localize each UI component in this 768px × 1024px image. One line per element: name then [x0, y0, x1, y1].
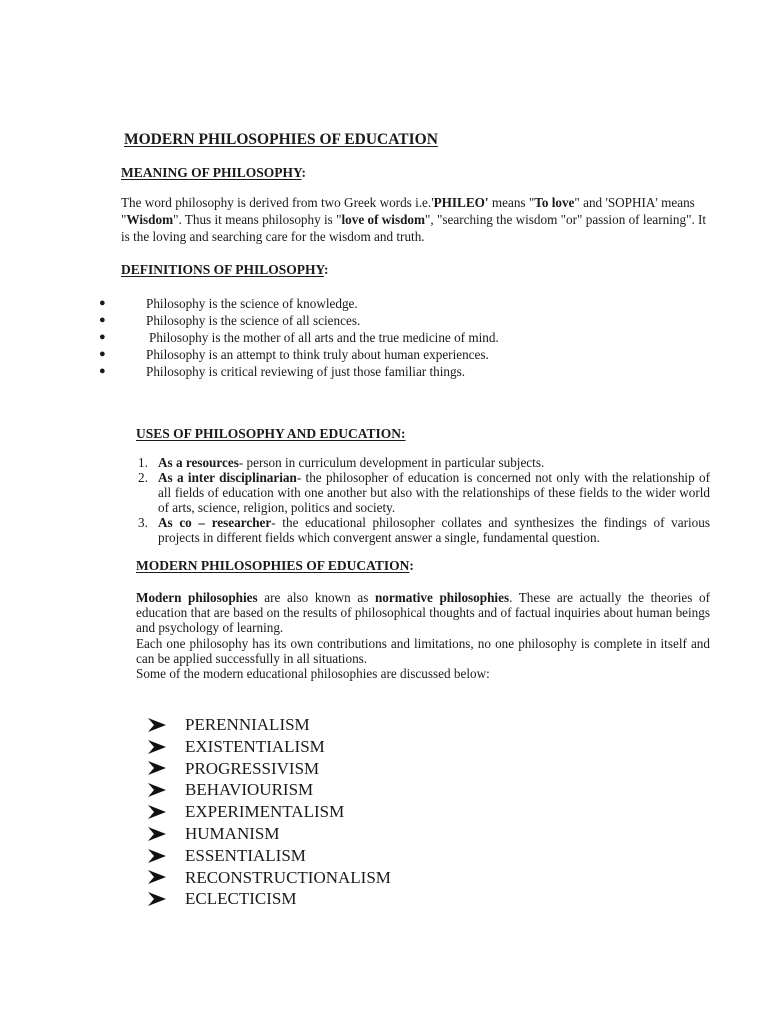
- arrowhead-bullet-icon: [148, 827, 185, 841]
- arrowhead-bullet-icon: [148, 740, 185, 754]
- use-text: - the educational philosopher collates and synthesizes the findings of various projects in different fields which convergent answer a single, fundamental question.: [158, 515, 710, 545]
- definition-text: Philosophy is critical reviewing of just those familiar things.: [146, 364, 466, 379]
- modern-paragraph-3: Some of the modern educational philosophies are discussed below:: [136, 666, 490, 682]
- list-item: [148, 801, 391, 823]
- philosophy-name: RECONSTRUCTIONALISM: [185, 867, 391, 887]
- meaning-text-3: " and 'SOPHIA' means ": [121, 195, 695, 227]
- use-title: As a resources: [158, 455, 239, 470]
- arrowhead-bullet-icon: [148, 805, 185, 819]
- list-item: [96, 346, 616, 363]
- philosophy-name: EXISTENTIALISM: [185, 736, 325, 756]
- bullet-dot-icon: ●: [99, 314, 106, 326]
- meaning-heading-colon: :: [301, 165, 307, 180]
- modern-philosophies-heading: [136, 558, 414, 574]
- item-number: 1.: [138, 455, 148, 470]
- item-number: 2.: [138, 470, 148, 485]
- list-item: [96, 329, 616, 346]
- uses-list: [136, 455, 710, 545]
- uses-heading: USES OF PHILOSOPHY AND EDUCATION:: [136, 426, 406, 441]
- modern-paragraph-1: [136, 590, 710, 636]
- use-text: - person in curriculum development in particular subjects.: [238, 455, 545, 470]
- meaning-bold-phileo: PHILEO': [433, 195, 489, 210]
- document-title: MODERN PHILOSOPHIES OF EDUCATION: [124, 131, 438, 148]
- bullet-dot-icon: ●: [99, 348, 106, 360]
- definition-text: Philosophy is the science of knowledge.: [146, 296, 358, 311]
- arrowhead-bullet-icon: [148, 849, 185, 863]
- philosophy-name: EXPERIMENTALISM: [185, 802, 345, 822]
- list-item: [148, 823, 391, 845]
- list-item: [136, 515, 710, 545]
- arrowhead-bullet-icon: [148, 892, 185, 906]
- philosophies-list: [148, 714, 391, 910]
- list-item: [136, 470, 710, 515]
- philosophy-name: ESSENTIALISM: [185, 845, 306, 865]
- meaning-text-1: The word philosophy is derived from two Greek words i.e.': [121, 195, 434, 210]
- definitions-heading: [121, 262, 329, 278]
- list-item: [136, 455, 710, 470]
- arrowhead-bullet-icon: [148, 718, 185, 732]
- modern-heading-text: MODERN PHILOSOPHIES OF EDUCATION: [136, 558, 410, 573]
- list-item: [148, 888, 391, 910]
- meaning-bold-love-of-wisdom: love of wisdom: [341, 212, 426, 227]
- meaning-text-2: means ": [488, 195, 535, 210]
- bullet-dot-icon: ●: [99, 331, 106, 343]
- list-item: [148, 758, 391, 780]
- philosophy-name: BEHAVIOURISM: [185, 780, 314, 800]
- use-text: - the philosopher of education is concerned not only with the relationship of all fields of education with one another but also with the relationships of these fields to the wider world of arts, science, religion, politics and society.: [158, 470, 710, 515]
- modern-bold-1: Modern philosophies: [136, 590, 258, 605]
- modern-philosophies-text: [136, 590, 710, 681]
- bullet-dot-icon: ●: [99, 365, 106, 377]
- meaning-heading-text: MEANING OF PHILOSOPHY: [121, 165, 302, 180]
- arrowhead-bullet-icon: [148, 761, 185, 775]
- list-item: [148, 714, 391, 736]
- arrowhead-bullet-icon: [148, 783, 185, 797]
- definition-text: Philosophy is the science of all sciences.: [146, 313, 361, 328]
- meaning-text-5: ", "searching the wisdom "or" passion of learning". It is the loving and searching care for the wisdom and truth.: [121, 212, 707, 244]
- definition-text: Philosophy is the mother of all arts and the true medicine of mind.: [149, 330, 499, 345]
- use-title: As a inter disciplinarian: [158, 470, 297, 485]
- list-item: [148, 736, 391, 758]
- list-item: [96, 295, 616, 312]
- definitions-list: [96, 295, 616, 380]
- meaning-bold-to-love: To love: [534, 195, 575, 210]
- item-number: 3.: [138, 515, 148, 530]
- definition-text: Philosophy is an attempt to think truly about human experiences.: [146, 347, 489, 362]
- definitions-heading-colon: :: [324, 262, 329, 277]
- list-item: [96, 363, 616, 380]
- list-item: [96, 312, 616, 329]
- philosophy-name: HUMANISM: [185, 823, 280, 843]
- bullet-dot-icon: ●: [99, 297, 106, 309]
- meaning-paragraph: [121, 194, 711, 245]
- philosophy-name: PERENNIALISM: [185, 715, 310, 734]
- philosophy-name: ECLECTICISM: [185, 889, 297, 909]
- meaning-bold-wisdom: Wisdom: [126, 212, 174, 227]
- modern-text-1: are also known as: [257, 590, 375, 605]
- use-title: As co – researcher: [158, 515, 272, 530]
- meaning-heading: [121, 165, 306, 181]
- arrowhead-bullet-icon: [148, 870, 185, 884]
- philosophy-name: PROGRESSIVISM: [185, 758, 320, 778]
- meaning-text-4: ". Thus it means philosophy is ": [173, 212, 342, 227]
- modern-paragraph-2: Each one philosophy has its own contributions and limitations, no one philosophy is complete in itself and can be applied successfully in all situations.: [136, 635, 710, 666]
- list-item: [148, 779, 391, 801]
- list-item: [148, 867, 391, 889]
- modern-bold-2: normative philosophies: [374, 590, 510, 605]
- definitions-heading-text: DEFINITIONS OF PHILOSOPHY: [121, 262, 325, 277]
- list-item: [148, 845, 391, 867]
- modern-text-2: . These are actually the theories of education that are based on the results of philosophical thoughts and of factual inquiries about human beings and psychology of learning.: [136, 590, 710, 636]
- modern-heading-colon: :: [409, 558, 414, 573]
